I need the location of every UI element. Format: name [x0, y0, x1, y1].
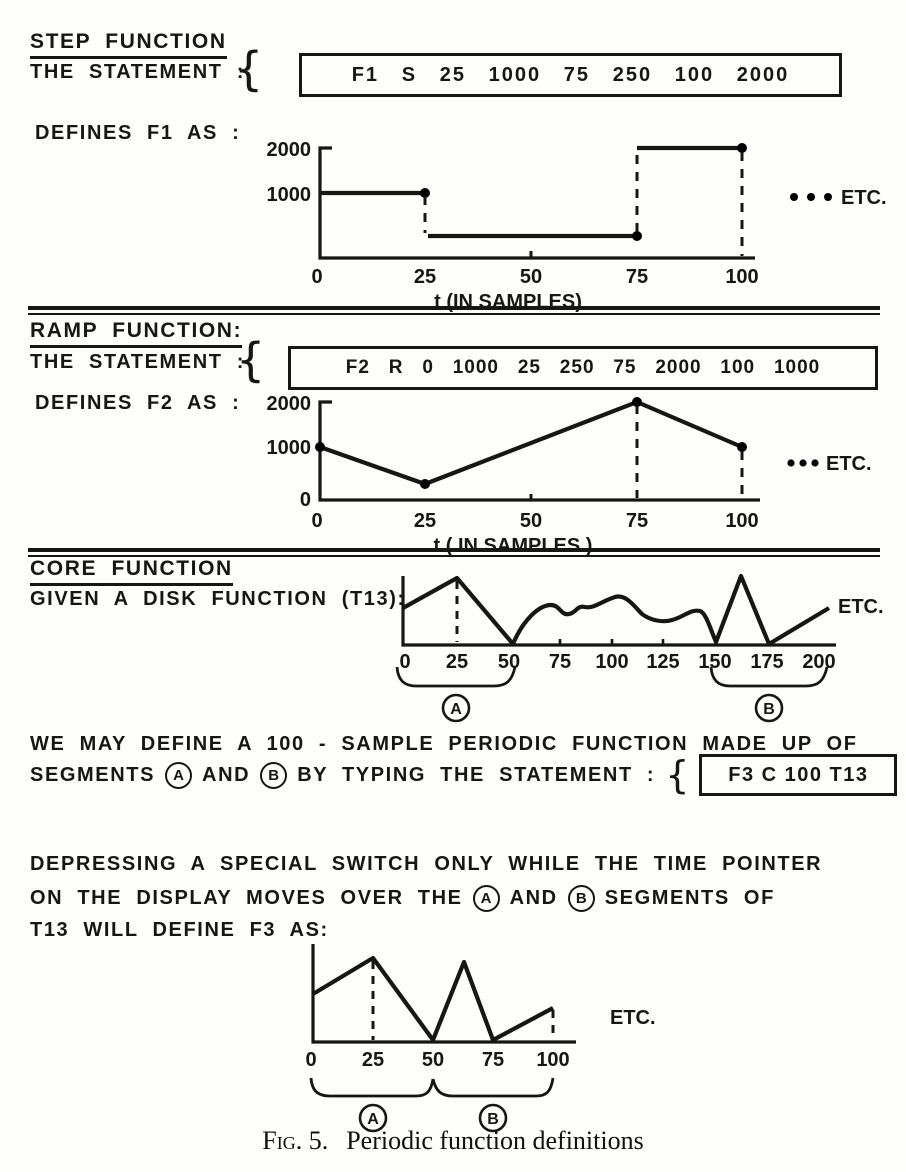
step-statement-text: F1 S 25 1000 75 250 100 2000: [351, 63, 790, 86]
segment-a-badge: A: [165, 762, 192, 789]
ramp-axes: [320, 402, 760, 500]
svg-text:50: 50: [519, 266, 543, 288]
f3-etc-label: ETC.: [610, 1007, 656, 1029]
svg-text:A: A: [367, 1111, 379, 1128]
svg-text:200: 200: [802, 651, 836, 673]
f3-statement-box: [699, 754, 897, 796]
svg-text:150: 150: [698, 651, 732, 673]
svg-text:25: 25: [413, 510, 437, 532]
svg-text:75: 75: [481, 1049, 505, 1071]
disk-etc-label: ETC.: [838, 596, 884, 618]
svg-text:100: 100: [725, 510, 759, 532]
step-function-plot: [243, 128, 903, 318]
svg-text:25: 25: [413, 266, 437, 288]
figure-caption-label: Fig. 5.: [262, 1126, 329, 1155]
svg-text:100: 100: [725, 266, 759, 288]
step-defines-label: DEFINES F1 AS :: [35, 122, 241, 144]
segment-b-badge: B: [260, 762, 287, 789]
step-dashed-markers: [425, 151, 742, 256]
section-divider: [28, 548, 880, 557]
define-line2-post: BY TYPING THE STATEMENT :: [297, 763, 656, 786]
ramp-function-plot: [243, 390, 905, 562]
ramp-ylabel-0: 0: [299, 489, 311, 511]
step-etc-label: ETC.: [841, 187, 887, 209]
svg-text:B: B: [487, 1111, 499, 1128]
segment-a-brace: [311, 1078, 433, 1096]
svg-text:125: 125: [646, 651, 680, 673]
step-statement-label: THE STATEMENT :: [30, 61, 246, 83]
svg-text:0: 0: [305, 1049, 317, 1071]
f3-xtick-labels: [305, 1049, 569, 1071]
figure-caption-text: Periodic function definitions: [346, 1126, 644, 1155]
svg-text:25: 25: [445, 651, 469, 673]
segment-b-brace: [433, 1078, 553, 1096]
ramp-statement-box: [288, 346, 878, 390]
depress-paragraph-line1: DEPRESSING A SPECIAL SWITCH ONLY WHILE THE TIME POINTER: [30, 853, 823, 875]
step-left-brace: {: [234, 42, 264, 96]
figure-caption: [0, 1126, 906, 1156]
svg-text:0: 0: [311, 266, 323, 288]
segment-b-badge: [756, 695, 782, 721]
svg-text:50: 50: [497, 651, 521, 673]
ramp-etc-label: ETC.: [826, 453, 872, 475]
ramp-statement-text: F2 R 0 1000 25 250 75 2000 100 1000: [345, 357, 821, 378]
depress-line2-mid: AND: [509, 886, 558, 909]
disk-xtick-labels: [399, 651, 835, 673]
svg-text:100: 100: [536, 1049, 570, 1071]
f3-statement-text: F3 C 100 T13: [728, 763, 869, 786]
svg-text:25: 25: [361, 1049, 385, 1071]
define-line2-mid: AND: [202, 763, 251, 786]
ramp-defines-label: DEFINES F2 AS :: [35, 392, 241, 414]
segment-b-badge: B: [568, 885, 595, 912]
step-ylabel-1000: 1000: [266, 184, 311, 206]
f3-plot: [278, 926, 706, 1141]
ramp-function-heading: RAMP FUNCTION:: [30, 319, 242, 348]
define-paragraph-line2: [30, 753, 897, 797]
svg-text:50: 50: [421, 1049, 445, 1071]
svg-text:A: A: [450, 701, 462, 718]
step-axes: [320, 148, 755, 258]
f3-curve: [313, 958, 553, 1040]
svg-text:0: 0: [311, 510, 323, 532]
ramp-left-brace: {: [236, 333, 266, 387]
segment-a-badge: [443, 695, 469, 721]
ellipsis-dots: [790, 193, 832, 201]
step-series: [320, 143, 747, 241]
svg-text:75: 75: [548, 651, 572, 673]
f3-axes: [313, 944, 576, 1042]
ramp-statement-label: THE STATEMENT :: [30, 351, 246, 373]
depress-paragraph-line3: T13 WILL DEFINE F3 AS:: [30, 919, 329, 941]
define-paragraph-line1: WE MAY DEFINE A 100 - SAMPLE PERIODIC FUNCTION MADE UP OF: [30, 733, 858, 755]
ramp-series: [315, 397, 747, 489]
segment-a-badge: A: [473, 885, 500, 912]
f3-left-brace: {: [665, 753, 690, 797]
step-function-heading: STEP FUNCTION: [30, 30, 227, 59]
core-function-heading: CORE FUNCTION: [30, 557, 233, 586]
svg-text:B: B: [763, 701, 775, 718]
ellipsis-dots: [787, 459, 818, 466]
svg-text:75: 75: [625, 266, 649, 288]
svg-text:75: 75: [625, 510, 649, 532]
f3-dashed-markers: [373, 961, 553, 1040]
disk-function-label: GIVEN A DISK FUNCTION (T13):: [30, 588, 406, 610]
define-line2-pre: SEGMENTS: [30, 763, 156, 786]
svg-text:100: 100: [595, 651, 629, 673]
depress-line2-pre: ON THE DISPLAY MOVES OVER THE: [30, 886, 463, 909]
step-ylabel-2000: 2000: [266, 139, 311, 161]
svg-text:50: 50: [519, 510, 543, 532]
depress-line2-post: SEGMENTS OF: [604, 886, 775, 909]
disk-curve: [403, 576, 829, 644]
svg-text:0: 0: [399, 651, 411, 673]
depress-paragraph-line2: [30, 883, 775, 913]
section-divider: [28, 306, 880, 315]
svg-text:175: 175: [750, 651, 784, 673]
ramp-xtick-labels: [311, 510, 758, 532]
ramp-ylabel-1000: 1000: [266, 437, 311, 459]
ramp-ylabel-2000: 2000: [266, 393, 311, 415]
ramp-xaxis-label: t ( IN SAMPLES ): [433, 535, 593, 557]
disk-function-plot: [392, 568, 906, 730]
step-xaxis-label: t (IN SAMPLES): [434, 291, 582, 313]
ramp-dashed-markers: [637, 405, 742, 498]
step-statement-box: [299, 53, 842, 97]
step-xtick-labels: [311, 266, 758, 288]
disk-axes: [403, 576, 836, 645]
